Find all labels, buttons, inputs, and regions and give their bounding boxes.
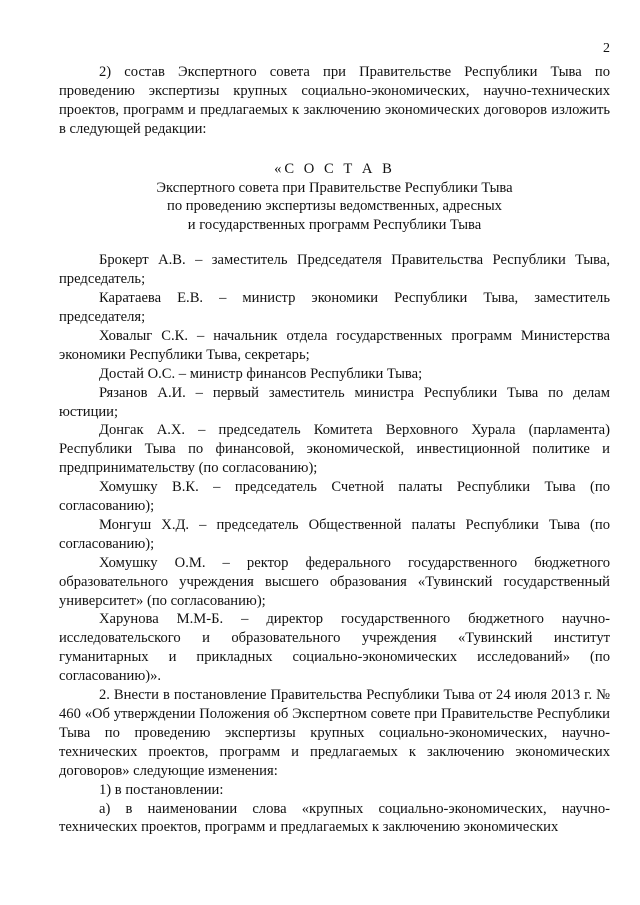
member-item: Донгак А.Х. – председатель Комитета Верховного Хурала (парламента) Республики Тыва по финансовой, экономической, инвестиционной политике и предпринимательству (по согласованию);	[59, 422, 610, 477]
spacer	[59, 235, 610, 251]
member-item: Ховалыг С.К. – начальник отдела государственных программ Министерства экономики Республики Тыва, секретарь;	[59, 327, 610, 363]
heading-line-2: по проведению экспертизы ведомственных, адресных	[167, 198, 502, 215]
member-item: Брокерт А.В. – заместитель Председателя Правительства Республики Тыва, председатель;	[59, 252, 610, 288]
composition-heading	[59, 160, 610, 236]
heading-line-3: и государственных программ Республики Тыва	[187, 217, 482, 234]
heading-title: «С О С Т А В	[274, 160, 395, 177]
member-item: Хомушку В.К. – председатель Счетной палаты Республики Тыва (по согласованию);	[59, 479, 610, 515]
heading-line-1: Экспертного совета при Правительстве Республики Тыва	[156, 179, 513, 196]
intro-paragraph: 2) состав Экспертного совета при Правительстве Республики Тыва по проведению экспертизы крупных социально-экономических, научно-технических проектов, программ и предлагаемых к заключению экономических договоров изложить в следующей редакции:	[59, 64, 610, 137]
member-item: Харунова М.М-Б. – директор государственного бюджетного научно-исследовательского и образовательного учреждения «Тувинский институт гуманитарных и прикладных социально-экономических исследований» (по согласованию)».	[59, 611, 610, 685]
member-item: Достай О.С. – министр финансов Республики Тыва;	[99, 365, 423, 382]
spacer	[59, 139, 610, 160]
document-body	[59, 63, 610, 837]
subitem-a-paragraph: а) в наименовании слова «крупных социально-экономических, научно-технических проектов, программ и предлагаемых к заключению экономических	[59, 800, 610, 836]
member-item: Монгуш Х.Д. – председатель Общественной палаты Республики Тыва (по согласованию);	[59, 516, 610, 552]
subitem-1-paragraph: 1) в постановлении:	[99, 781, 224, 798]
page-number: 2	[603, 41, 610, 56]
member-item: Хомушку О.М. – ректор федерального государственного бюджетного образовательного учреждения высшего образования «Тувинский государственный университет» (по согласованию);	[59, 554, 610, 609]
member-item: Каратаева Е.В. – министр экономики Республики Тыва, заместитель председателя;	[59, 290, 610, 325]
member-item: Рязанов А.И. – первый заместитель министра Республики Тыва по делам юстиции;	[59, 384, 610, 420]
item-2-paragraph: 2. Внести в постановление Правительства Республики Тыва от 24 июля 2013 г. № 460 «Об утверждении Положения об Экспертном совете при Правительстве Республики Тыва по проведению экспертизы крупных социально-экономических, научно-технических проектов, программ и предлагаемых к заключению экономических договоров» следующие изменения:	[59, 687, 610, 779]
